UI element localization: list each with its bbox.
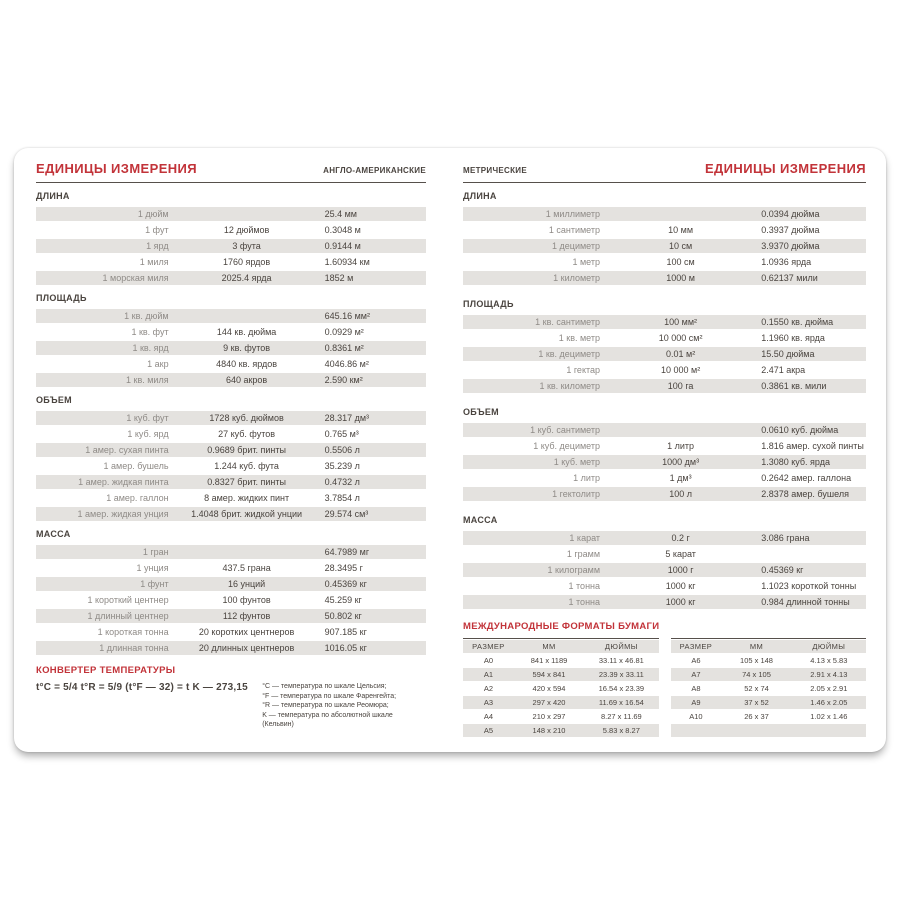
unit-value: 0.4732 л [324,477,360,487]
unit-row [463,255,866,269]
paper-formats-heading: МЕЖДУНАРОДНЫЕ ФОРМАТЫ БУМАГИ [463,621,660,632]
paper-table-header [463,640,659,653]
paper-size-mm: 52 x 74 [744,684,769,693]
paper-size-mm: 594 x 841 [532,670,566,679]
column-inches: ДЮЙМЫ [812,642,846,651]
paper-format-row [671,654,867,667]
section-heading: ПЛОЩАДЬ [36,293,87,303]
paper-format-row [671,668,867,681]
paper-size-mm: 37 x 52 [744,698,769,707]
unit-equivalent: 437.5 грана [222,563,271,573]
unit-value: 0.3861 кв. мили [761,381,827,391]
paper-size-mm: 210 x 297 [532,712,566,721]
unit-row [36,507,426,521]
unit-row [36,341,426,355]
unit-equivalent: 1 литр [667,441,695,451]
unit-row [36,641,426,655]
unit-equivalent: 3 фута [232,241,261,251]
unit-name: 1 кв. дюйм [124,311,169,321]
unit-name: 1 ярд [146,241,169,251]
paper-size-inches: 11.69 x 16.54 [598,698,644,707]
paper-size-inches: 23.39 x 33.11 [598,670,644,679]
unit-equivalent: 10 мм [668,225,694,235]
unit-value: 28.317 дм³ [324,413,370,423]
unit-row [36,475,426,489]
unit-name: 1 короткая тонна [97,627,169,637]
unit-name: 1 амер. бушель [103,461,169,471]
unit-value: 0.0394 дюйма [761,209,820,219]
paper-size-inches: 2.91 x 4.13 [810,670,848,679]
unit-name: 1 амер. галлон [106,493,169,503]
unit-name: 1 метр [572,257,601,267]
unit-equivalent: 100 фунтов [222,595,271,605]
column-size: РАЗМЕР [472,642,505,651]
paper-size-name: A9 [691,698,701,707]
unit-name: 1 длинный центнер [87,611,169,621]
paper-format-row [671,710,867,723]
unit-name: 1 миля [139,257,169,267]
unit-equivalent: 100 л [669,489,692,499]
unit-name: 1 кв. фут [131,327,169,337]
paper-size-name: A2 [483,684,493,693]
paper-size-name: A4 [483,712,493,721]
unit-name: 1 куб. сантиметр [530,425,601,435]
unit-value: 1.816 амер. сухой пинты [761,441,864,451]
unit-equivalent: 112 фунтов [222,611,271,621]
section-mass-imperial [36,529,426,655]
unit-value: 0.984 длинной тонны [761,597,850,607]
unit-name: 1 куб. ярд [127,429,169,439]
unit-name: 1 кв. сантиметр [535,317,601,327]
paper-table-a0-a5 [463,638,659,738]
section-heading: ДЛИНА [36,191,70,201]
unit-value: 35.239 л [324,461,360,471]
unit-name: 1 длинная тонна [99,643,169,653]
unit-name: 1 тонна [568,581,601,591]
unit-name: 1 кв. ярд [132,343,169,353]
unit-name: 1 куб. дециметр [533,441,601,451]
unit-name: 1 грамм [566,549,601,559]
unit-equivalent: 1.244 куб. фута [214,461,279,471]
unit-equivalent: 2025.4 ярда [221,273,272,283]
unit-name: 1 литр [573,473,601,483]
temperature-converter-heading: КОНВЕРТЕР ТЕМПЕРАТУРЫ [36,665,176,676]
unit-name: 1 амер. жидкая пинта [78,477,169,487]
unit-row [463,423,866,437]
unit-value: 0.1550 кв. дюйма [761,317,834,327]
section-volume-imperial [36,395,426,521]
temperature-notes [262,682,426,730]
unit-name: 1 кв. дециметр [538,349,601,359]
left-page-subtitle: АНГЛО-АМЕРИКАНСКИЕ [323,166,426,175]
unit-value: 15.50 дюйма [761,349,815,359]
unit-name: 1 кв. метр [558,333,601,343]
unit-table-volume-imperial [36,411,426,521]
unit-value: 0.9144 м [324,241,361,251]
unit-name: 1 акр [147,359,169,369]
unit-value: 1.1023 короткой тонны [761,581,857,591]
section-heading: ДЛИНА [463,191,497,201]
unit-equivalent: 9 кв. футов [223,343,271,353]
unit-row [463,271,866,285]
column-size: РАЗМЕР [679,642,713,651]
unit-table-volume-metric [463,423,866,501]
section-length-metric [463,191,866,285]
unit-name: 1 фунт [140,579,169,589]
unit-equivalent: 1728 куб. дюймов [209,413,284,423]
paper-format-row [463,668,659,681]
unit-row [463,579,866,593]
temperature-note: °R — температура по шкале Реомюра; [262,702,389,709]
unit-equivalent: 20 длинных центнеров [198,643,295,653]
temperature-formula: t°C = 5/4 t°R = 5/9 (t°F — 32) = t K — 273,15 [36,682,248,693]
paper-format-row [463,654,659,667]
paper-size-inches: 16.54 x 23.39 [598,684,645,693]
unit-value: 3.9370 дюйма [761,241,820,251]
unit-equivalent: 10 000 см² [658,333,703,343]
unit-value: 1.0936 ярда [761,257,812,267]
temperature-note: K — температура по абсолютной шкале (Кельвин) [262,711,393,728]
unit-value: 0.0610 куб. дюйма [761,425,839,435]
unit-row [36,309,426,323]
unit-row [463,239,866,253]
paper-size-inches: 1.02 x 1.46 [810,712,848,721]
column-mm: ММ [542,642,556,651]
paper-size-mm: 105 x 148 [740,656,773,665]
unit-name: 1 километр [553,273,601,283]
paper-size-mm: 148 x 210 [532,726,566,735]
unit-value: 1.60934 км [324,257,370,267]
unit-value: 0.3937 дюйма [761,225,820,235]
paper-formats [463,621,866,738]
unit-row [36,373,426,387]
unit-value: 0.5506 л [324,445,360,455]
unit-row [36,271,426,285]
unit-row [36,593,426,607]
unit-row [463,331,866,345]
unit-name: 1 дюйм [137,209,169,219]
unit-row [463,347,866,361]
unit-value: 1852 м [324,273,354,283]
unit-equivalent: 1000 кг [665,597,696,607]
unit-row [463,547,866,561]
paper-size-inches: 33.11 x 46.81 [598,656,644,665]
section-heading: МАССА [36,529,71,539]
unit-row [36,545,426,559]
unit-value: 50.802 кг [324,611,362,621]
unit-equivalent: 4840 кв. ярдов [216,359,278,369]
unit-table-length-imperial [36,207,426,285]
unit-value: 645.16 мм² [324,311,370,321]
paper-format-row [671,682,867,695]
temperature-converter [36,665,426,730]
column-mm: ММ [749,642,764,651]
unit-equivalent: 1760 ярдов [222,257,271,267]
unit-row [36,325,426,339]
unit-equivalent: 16 унций [227,579,266,589]
unit-row [463,207,866,221]
right-page-title: ЕДИНИЦЫ ИЗМЕРЕНИЯ [704,161,866,176]
paper-size-inches: 1.46 x 2.05 [810,698,848,707]
right-page-header [463,161,866,183]
paper-size-name: A7 [691,670,701,679]
unit-value: 0.3048 м [324,225,361,235]
unit-row [463,595,866,609]
section-heading: ОБЪЕМ [463,407,499,417]
unit-name: 1 гектолитр [552,489,601,499]
unit-row [36,207,426,221]
paper-format-row [671,724,867,737]
unit-name: 1 кв. километр [539,381,601,391]
unit-equivalent: 100 мм² [664,317,698,327]
unit-value: 25.4 мм [324,209,357,219]
unit-equivalent: 10 см [669,241,693,251]
unit-row [36,609,426,623]
unit-equivalent: 8 амер. жидких пинт [204,493,290,503]
paper-size-name: A6 [691,656,701,665]
unit-row [463,563,866,577]
unit-name: 1 карат [569,533,601,543]
unit-name: 1 гран [142,547,169,557]
unit-value: 0.0929 м² [324,327,364,337]
paper-format-row [463,682,659,695]
paper-size-name: A3 [483,698,493,707]
unit-row [36,411,426,425]
unit-value: 29.574 см³ [324,509,369,519]
paper-size-inches: 4.13 x 5.83 [810,656,848,665]
unit-equivalent: 1000 кг [665,581,696,591]
unit-name: 1 тонна [568,597,601,607]
paper-size-name: A1 [483,670,493,679]
unit-row [36,443,426,457]
unit-row [463,487,866,501]
unit-value: 1.3080 куб. ярда [761,457,830,467]
section-length-imperial [36,191,426,285]
paper-format-row [463,710,659,723]
unit-row [36,491,426,505]
unit-value: 0.45369 кг [761,565,804,575]
paper-format-row [463,724,659,737]
paper-table-header [671,640,867,653]
unit-equivalent: 640 акров [225,375,268,385]
notebook-spread [14,148,886,752]
unit-row [463,223,866,237]
unit-equivalent: 1000 г [667,565,694,575]
section-area-imperial [36,293,426,387]
unit-equivalent: 1 дм³ [669,473,692,483]
unit-row [36,255,426,269]
unit-value: 0.8361 м² [324,343,364,353]
temperature-note: °F — температура по шкале Фаренгейта; [262,692,397,700]
unit-name: 1 куб. метр [553,457,601,467]
unit-value: 2.471 акра [761,365,806,375]
paper-size-mm: 297 x 420 [532,698,566,707]
paper-format-row [463,696,659,709]
paper-size-inches: 2.05 x 2.91 [810,684,848,693]
unit-name: 1 амер. сухая пинта [85,445,169,455]
unit-row [463,439,866,453]
right-page-subtitle: МЕТРИЧЕСКИЕ [463,166,527,175]
unit-equivalent: 10 000 м² [661,365,701,375]
unit-value: 2.590 км² [324,375,363,385]
unit-equivalent: 20 коротких центнеров [198,627,295,637]
unit-row [36,239,426,253]
unit-name: 1 фут [145,225,169,235]
unit-row [463,315,866,329]
unit-value: 907.185 кг [324,627,367,637]
section-volume-metric [463,407,866,501]
left-page [14,148,450,752]
paper-size-name: A0 [483,656,493,665]
unit-value: 1016.05 кг [324,643,367,653]
unit-row [463,455,866,469]
paper-size-inches: 8.27 x 11.69 [600,712,642,721]
unit-value: 4046.86 м² [324,359,369,369]
unit-equivalent: 0.9689 брит. пинты [207,445,286,455]
unit-value: 45.259 кг [324,595,362,605]
unit-name: 1 унция [136,563,169,573]
temperature-converter-body [36,682,426,730]
unit-row [36,625,426,639]
unit-equivalent: 0.01 м² [666,349,696,359]
unit-equivalent: 0.8327 брит. пинты [207,477,286,487]
paper-size-name: A5 [483,726,493,735]
paper-size-mm: 841 x 1189 [530,656,568,665]
paper-formats-tables [463,638,866,738]
unit-value: 28.3495 г [324,563,363,573]
paper-size-mm: 26 x 37 [744,712,769,721]
unit-name: 1 дециметр [552,241,601,251]
unit-name: 1 амер. жидкая унция [77,509,169,519]
paper-table-a6-a10 [671,638,867,738]
unit-row [36,561,426,575]
section-heading: ОБЪЕМ [36,395,72,405]
unit-table-mass-imperial [36,545,426,655]
unit-table-length-metric [463,207,866,285]
unit-equivalent: 1000 м [666,273,695,283]
unit-name: 1 гектар [566,365,601,375]
unit-equivalent: 144 кв. дюйма [216,327,277,337]
unit-equivalent: 12 дюймов [223,225,270,235]
temperature-note: °C — температура по шкале Цельсия; [262,683,387,690]
left-page-title: ЕДИНИЦЫ ИЗМЕРЕНИЯ [36,161,198,176]
section-area-metric [463,299,866,393]
unit-name: 1 морская миля [102,273,169,283]
unit-equivalent: 27 куб. футов [218,429,276,439]
unit-value: 0.765 м³ [324,429,359,439]
section-mass-metric [463,515,866,609]
unit-row [36,427,426,441]
column-inches: ДЮЙМЫ [604,642,638,651]
unit-name: 1 килограмм [547,565,601,575]
left-page-header [36,161,426,183]
unit-equivalent: 5 карат [665,549,696,559]
section-heading: МАССА [463,515,498,525]
paper-size-mm: 420 x 594 [532,684,566,693]
unit-equivalent: 100 га [667,381,694,391]
unit-row [463,471,866,485]
unit-table-area-imperial [36,309,426,387]
unit-name: 1 миллиметр [545,209,601,219]
unit-equivalent: 0.2 г [671,533,690,543]
unit-value: 0.62137 мили [761,273,818,283]
unit-row [463,531,866,545]
unit-table-area-metric [463,315,866,393]
unit-value: 0.2642 амер. галлона [761,473,852,483]
paper-size-mm: 74 x 105 [742,670,771,679]
unit-name: 1 кв. миля [126,375,169,385]
unit-value: 64.7989 мг [324,547,370,557]
unit-row [463,379,866,393]
unit-table-mass-metric [463,531,866,609]
unit-row [36,577,426,591]
paper-size-name: A8 [691,684,701,693]
paper-size-name: A10 [689,712,703,721]
unit-name: 1 сантиметр [548,225,601,235]
unit-value: 0.45369 кг [324,579,367,589]
unit-value: 3.086 грана [761,533,810,543]
paper-format-row [671,696,867,709]
paper-size-inches: 5.83 x 8.27 [602,726,640,735]
unit-equivalent: 1.4048 брит. жидкой унции [191,509,303,519]
unit-row [36,223,426,237]
section-heading: ПЛОЩАДЬ [463,299,514,309]
unit-name: 1 куб. фут [126,413,169,423]
unit-value: 2.8378 амер. бушеля [761,489,849,499]
unit-equivalent: 100 см [666,257,695,267]
unit-row [36,459,426,473]
unit-equivalent: 1000 дм³ [662,457,700,467]
unit-value: 3.7854 л [324,493,360,503]
unit-row [463,363,866,377]
unit-row [36,357,426,371]
unit-value: 1.1960 кв. ярда [761,333,825,343]
unit-name: 1 короткий центнер [87,595,169,605]
right-page [450,148,886,752]
